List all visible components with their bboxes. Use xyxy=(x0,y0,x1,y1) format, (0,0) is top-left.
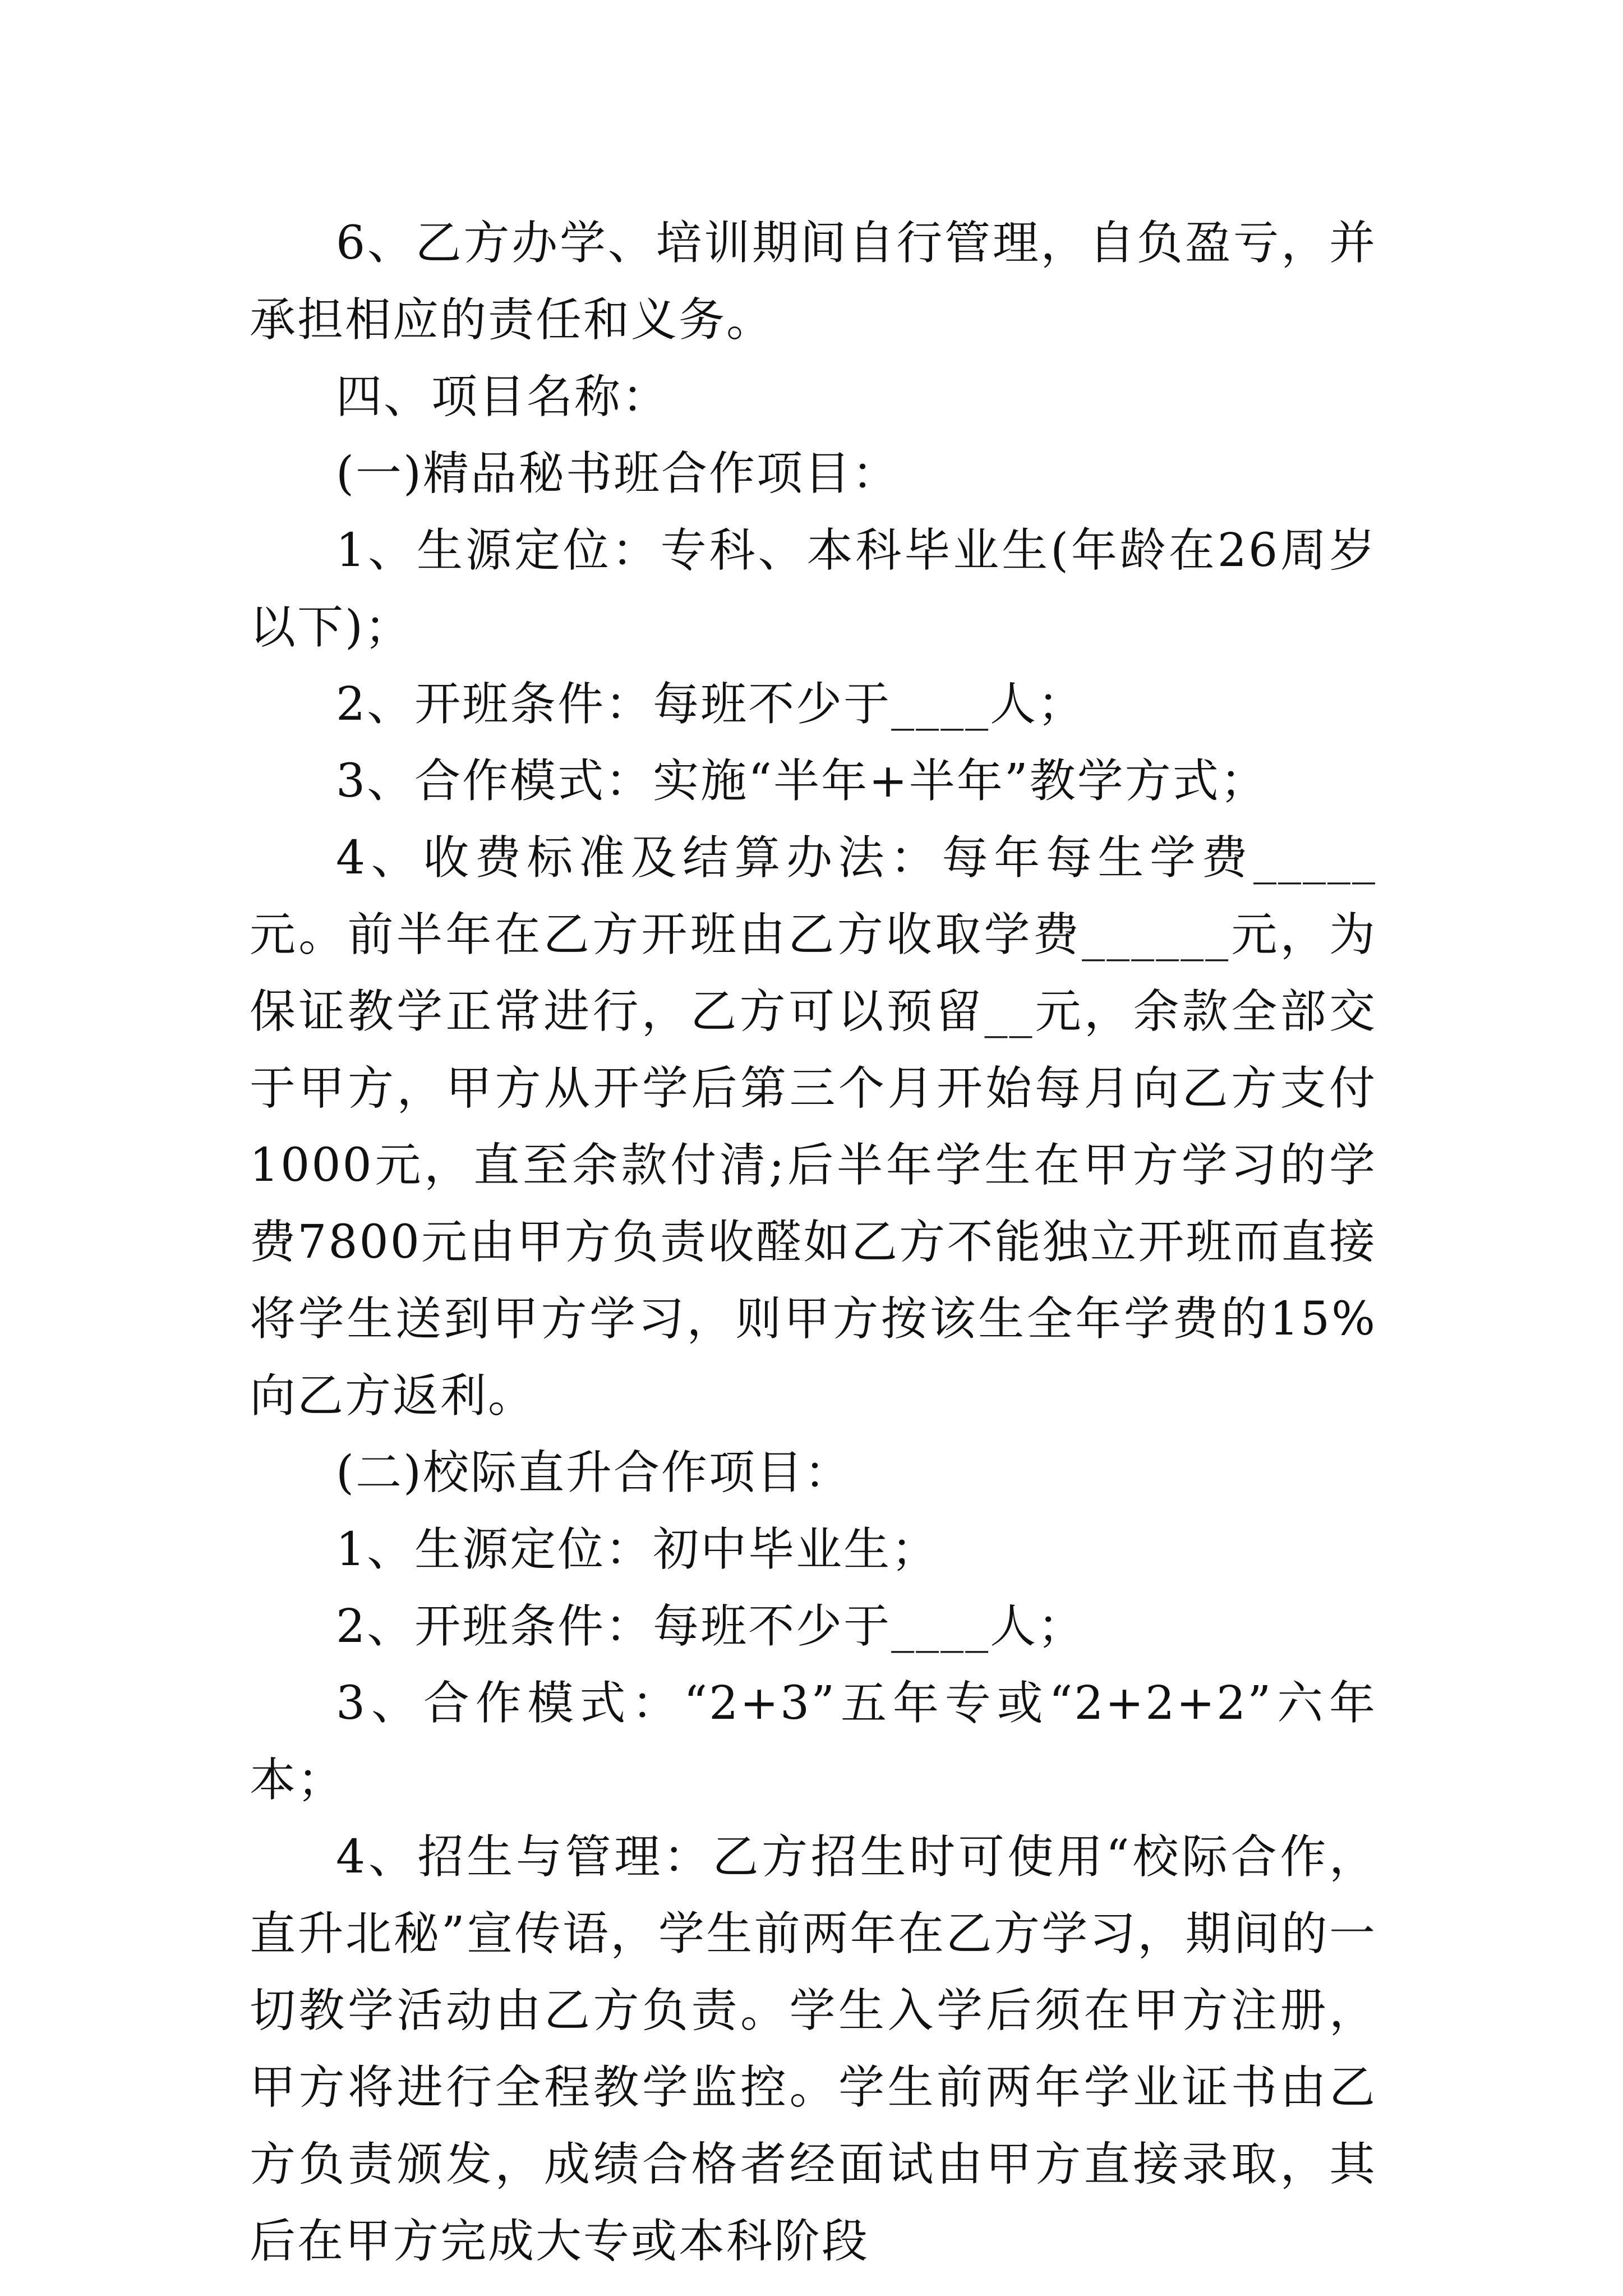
heading-direct-promotion: (二)校际直升合作项目： xyxy=(336,1446,852,1499)
paragraph-cooperation-mode-1: 3、合作模式：实施“半年+半年”教学方式； xyxy=(336,754,1268,808)
paragraph-fee-settlement: 4、收费标准及结算办法：每年每生学费_____元。前半年在乙方开班由乙方收取学费______元，为保证教学正常进行，乙方可以预留__元，余款全部交于甲方，甲方从开学后第三个月开始每月向乙方支付1000元，直至余款付清;后半年学生在甲方学习的学费7800元由甲方负责收醛如乙方不能独立开班而直接将学生送到甲方学习，则甲方按该生全年学费的15%向乙方返利。 xyxy=(250,831,1377,1423)
paragraph-cooperation-mode-2: 3、合作模式：“2+3”五年专或“2+2+2”六年本； xyxy=(250,1677,1377,1807)
heading-secretary-class: (一)精品秘书班合作项目： xyxy=(336,447,900,500)
paragraph-enrollment-management: 4、招生与管理：乙方招生时可使用“校际合作，直升北秘”宣传语，学生前两年在乙方学习，期间的一切教学活动由乙方负责。学生入学后须在甲方注册，甲方将进行全程教学监控。学生前两年学业证书由乙方负责颁发，成绩合格者经面试由甲方直接录取，其后在甲方完成大专或本科阶段 xyxy=(250,1830,1377,2268)
document-body xyxy=(250,205,1377,2280)
heading-project-name: 四、项目名称： xyxy=(336,370,670,424)
paragraph-class-condition-2: 2、开班条件：每班不少于____人； xyxy=(336,1600,1086,1653)
paragraph-responsibility: 6、乙方办学、培训期间自行管理，自负盈亏，并承担相应的责任和义务。 xyxy=(250,217,1377,347)
paragraph-class-condition-1: 2、开班条件：每班不少于____人； xyxy=(336,678,1086,731)
paragraph-student-source-1: 1、生源定位：专科、本科毕业生(年龄在26周岁以下)； xyxy=(250,524,1377,654)
paragraph-student-source-2: 1、生源定位：初中毕业生； xyxy=(336,1523,939,1576)
